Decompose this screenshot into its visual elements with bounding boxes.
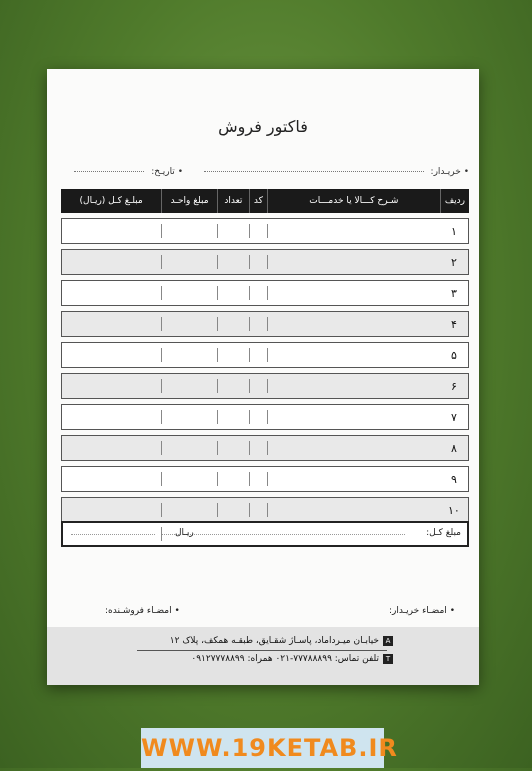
table-cell[interactable] [61,342,161,368]
cell-divider [217,379,249,393]
table-cell[interactable] [161,311,217,337]
table-cell[interactable] [161,497,217,523]
cell-divider [249,379,267,393]
table-cell[interactable] [217,435,249,461]
table-cell[interactable] [161,466,217,492]
table-cell[interactable] [161,249,217,275]
table-cell[interactable] [161,373,217,399]
footer-divider [137,650,387,651]
seller-signature-label: امضـاء فروشـنده: [105,606,172,616]
buyer-line [204,171,424,172]
cell-divider [267,286,440,300]
address-row [170,636,393,646]
table-cell[interactable] [267,249,440,275]
table-cell[interactable] [61,280,161,306]
cell-divider [249,317,267,331]
cell-divider [62,441,161,455]
col-unit-price: مبلغ واحـد [161,189,217,213]
table-cell[interactable] [249,342,267,368]
cell-divider [267,503,440,517]
cell-divider [217,503,249,517]
cell-divider [62,348,161,362]
bullet-icon: • [174,606,180,616]
cell-divider [217,224,249,238]
cell-divider [267,379,440,393]
table-header [61,189,469,213]
row-number-cell[interactable]: ۲ [440,249,469,275]
table-cell[interactable] [161,435,217,461]
table-row [61,435,469,461]
seller-signature [105,606,180,616]
cell-divider [62,286,161,300]
date-label: تاریـخ: [151,167,175,177]
cell-divider [217,472,249,486]
table-cell[interactable] [61,311,161,337]
table-cell[interactable] [161,404,217,430]
table-cell[interactable] [249,466,267,492]
bullet-icon: • [463,167,469,177]
cell-divider [161,472,217,486]
cell-divider [217,410,249,424]
table-cell[interactable] [249,218,267,244]
table-row [61,249,469,275]
cell-divider [161,255,217,269]
total-unit: ریـال [175,528,194,538]
cell-divider [161,286,217,300]
address-icon: A [383,636,393,646]
items-table [61,189,469,523]
table-cell[interactable] [249,404,267,430]
table-cell[interactable] [249,249,267,275]
table-row [61,497,469,523]
total-divider [161,527,162,541]
cell-divider [267,472,440,486]
col-quantity: تعداد [217,189,249,213]
col-row: ردیف [440,189,469,213]
row-number-cell[interactable]: ۶ [440,373,469,399]
date-field [74,167,183,177]
table-cell[interactable] [61,373,161,399]
cell-divider [267,410,440,424]
cell-divider [249,348,267,362]
cell-divider [62,472,161,486]
table-cell[interactable] [249,311,267,337]
cell-divider [161,503,217,517]
col-description: شـرح کـــالا یا خدمـــات [267,189,440,213]
table-cell[interactable] [267,435,440,461]
table-row [61,373,469,399]
address-text: خیابـان میـرداماد، پاسـاژ شقـایق، طبقـه همکف، پلاک ۱۲ [169,636,379,646]
total-label: مبلغ کـل: [426,528,461,538]
cell-divider [62,410,161,424]
cell-divider [267,441,440,455]
cell-divider [62,224,161,238]
table-cell[interactable] [217,280,249,306]
phone-icon: T [383,654,393,664]
cell-divider [161,410,217,424]
cell-divider [249,410,267,424]
table-row [61,218,469,244]
cell-divider [249,441,267,455]
table-cell[interactable] [61,497,161,523]
table-cell[interactable] [217,466,249,492]
buyer-signature-label: امضـاء خریـدار: [388,606,447,616]
cell-divider [249,472,267,486]
cell-divider [161,379,217,393]
col-code: کد [249,189,267,213]
table-cell[interactable] [161,218,217,244]
cell-divider [249,286,267,300]
cell-divider [217,317,249,331]
table-row [61,404,469,430]
row-number-cell[interactable]: ۱۰ [440,497,469,523]
invoice-paper [47,69,479,685]
table-row [61,466,469,492]
buyer-field [204,167,469,177]
phone-text: تلفن تماس: ۷۷۷۸۸۸۹۹-۰۲۱ همراه: ۰۹۱۲۷۷۷۸۸۹۹ [191,654,379,664]
cell-divider [161,348,217,362]
table-cell[interactable] [61,404,161,430]
buyer-signature [389,606,455,616]
table-cell[interactable] [217,373,249,399]
table-cell[interactable] [61,466,161,492]
cell-divider [62,317,161,331]
table-cell[interactable] [217,311,249,337]
watermark-banner [141,728,398,768]
cell-divider [217,441,249,455]
cell-divider [62,255,161,269]
table-cell[interactable] [217,497,249,523]
row-number-cell[interactable]: ۹ [440,466,469,492]
table-cell[interactable] [217,342,249,368]
table-cell[interactable] [249,280,267,306]
table-cell[interactable] [161,280,217,306]
cell-divider [161,224,217,238]
table-cell[interactable] [161,342,217,368]
cell-divider [267,317,440,331]
cell-divider [161,441,217,455]
invoice-title: فاکتور فروش [218,117,308,136]
cell-divider [249,503,267,517]
table-row [61,280,469,306]
table-cell[interactable] [267,218,440,244]
table-cell[interactable] [267,342,440,368]
cell-divider [217,286,249,300]
table-cell[interactable] [217,249,249,275]
table-cell[interactable] [267,280,440,306]
footer [47,627,479,685]
total-amount-line [161,534,405,535]
cell-divider [217,255,249,269]
table-cell[interactable] [267,373,440,399]
table-cell[interactable] [249,373,267,399]
table-row [61,311,469,337]
row-number-cell[interactable]: ۵ [440,342,469,368]
table-cell[interactable] [61,218,161,244]
cell-divider [267,224,440,238]
cell-divider [217,348,249,362]
table-row [61,342,469,368]
table-cell[interactable] [217,404,249,430]
bullet-icon: • [449,606,455,616]
cell-divider [62,379,161,393]
watermark-text: WWW.19KETAB.IR [141,734,398,762]
table-cell[interactable] [217,218,249,244]
table-cell[interactable] [61,435,161,461]
table-cell[interactable] [267,404,440,430]
total-extra-line [71,534,155,535]
total-box [61,521,469,547]
row-number-cell[interactable]: ۷ [440,404,469,430]
cell-divider [267,348,440,362]
row-number-cell[interactable]: ۸ [440,435,469,461]
cell-divider [249,255,267,269]
table-cell[interactable] [61,249,161,275]
table-cell[interactable] [267,466,440,492]
row-number-cell[interactable]: ۴ [440,311,469,337]
phone-row [191,654,393,664]
row-number-cell[interactable]: ۱ [440,218,469,244]
table-cell[interactable] [267,311,440,337]
cell-divider [161,317,217,331]
row-number-cell[interactable]: ۳ [440,280,469,306]
cell-divider [249,224,267,238]
cell-divider [62,503,161,517]
cell-divider [267,255,440,269]
table-cell[interactable] [249,497,267,523]
date-line [74,171,144,172]
table-cell[interactable] [249,435,267,461]
col-total: مبلـغ کـل (ریـال) [61,189,161,213]
table-cell[interactable] [267,497,440,523]
buyer-label: خریـدار: [430,167,461,177]
bullet-icon: • [177,167,183,177]
